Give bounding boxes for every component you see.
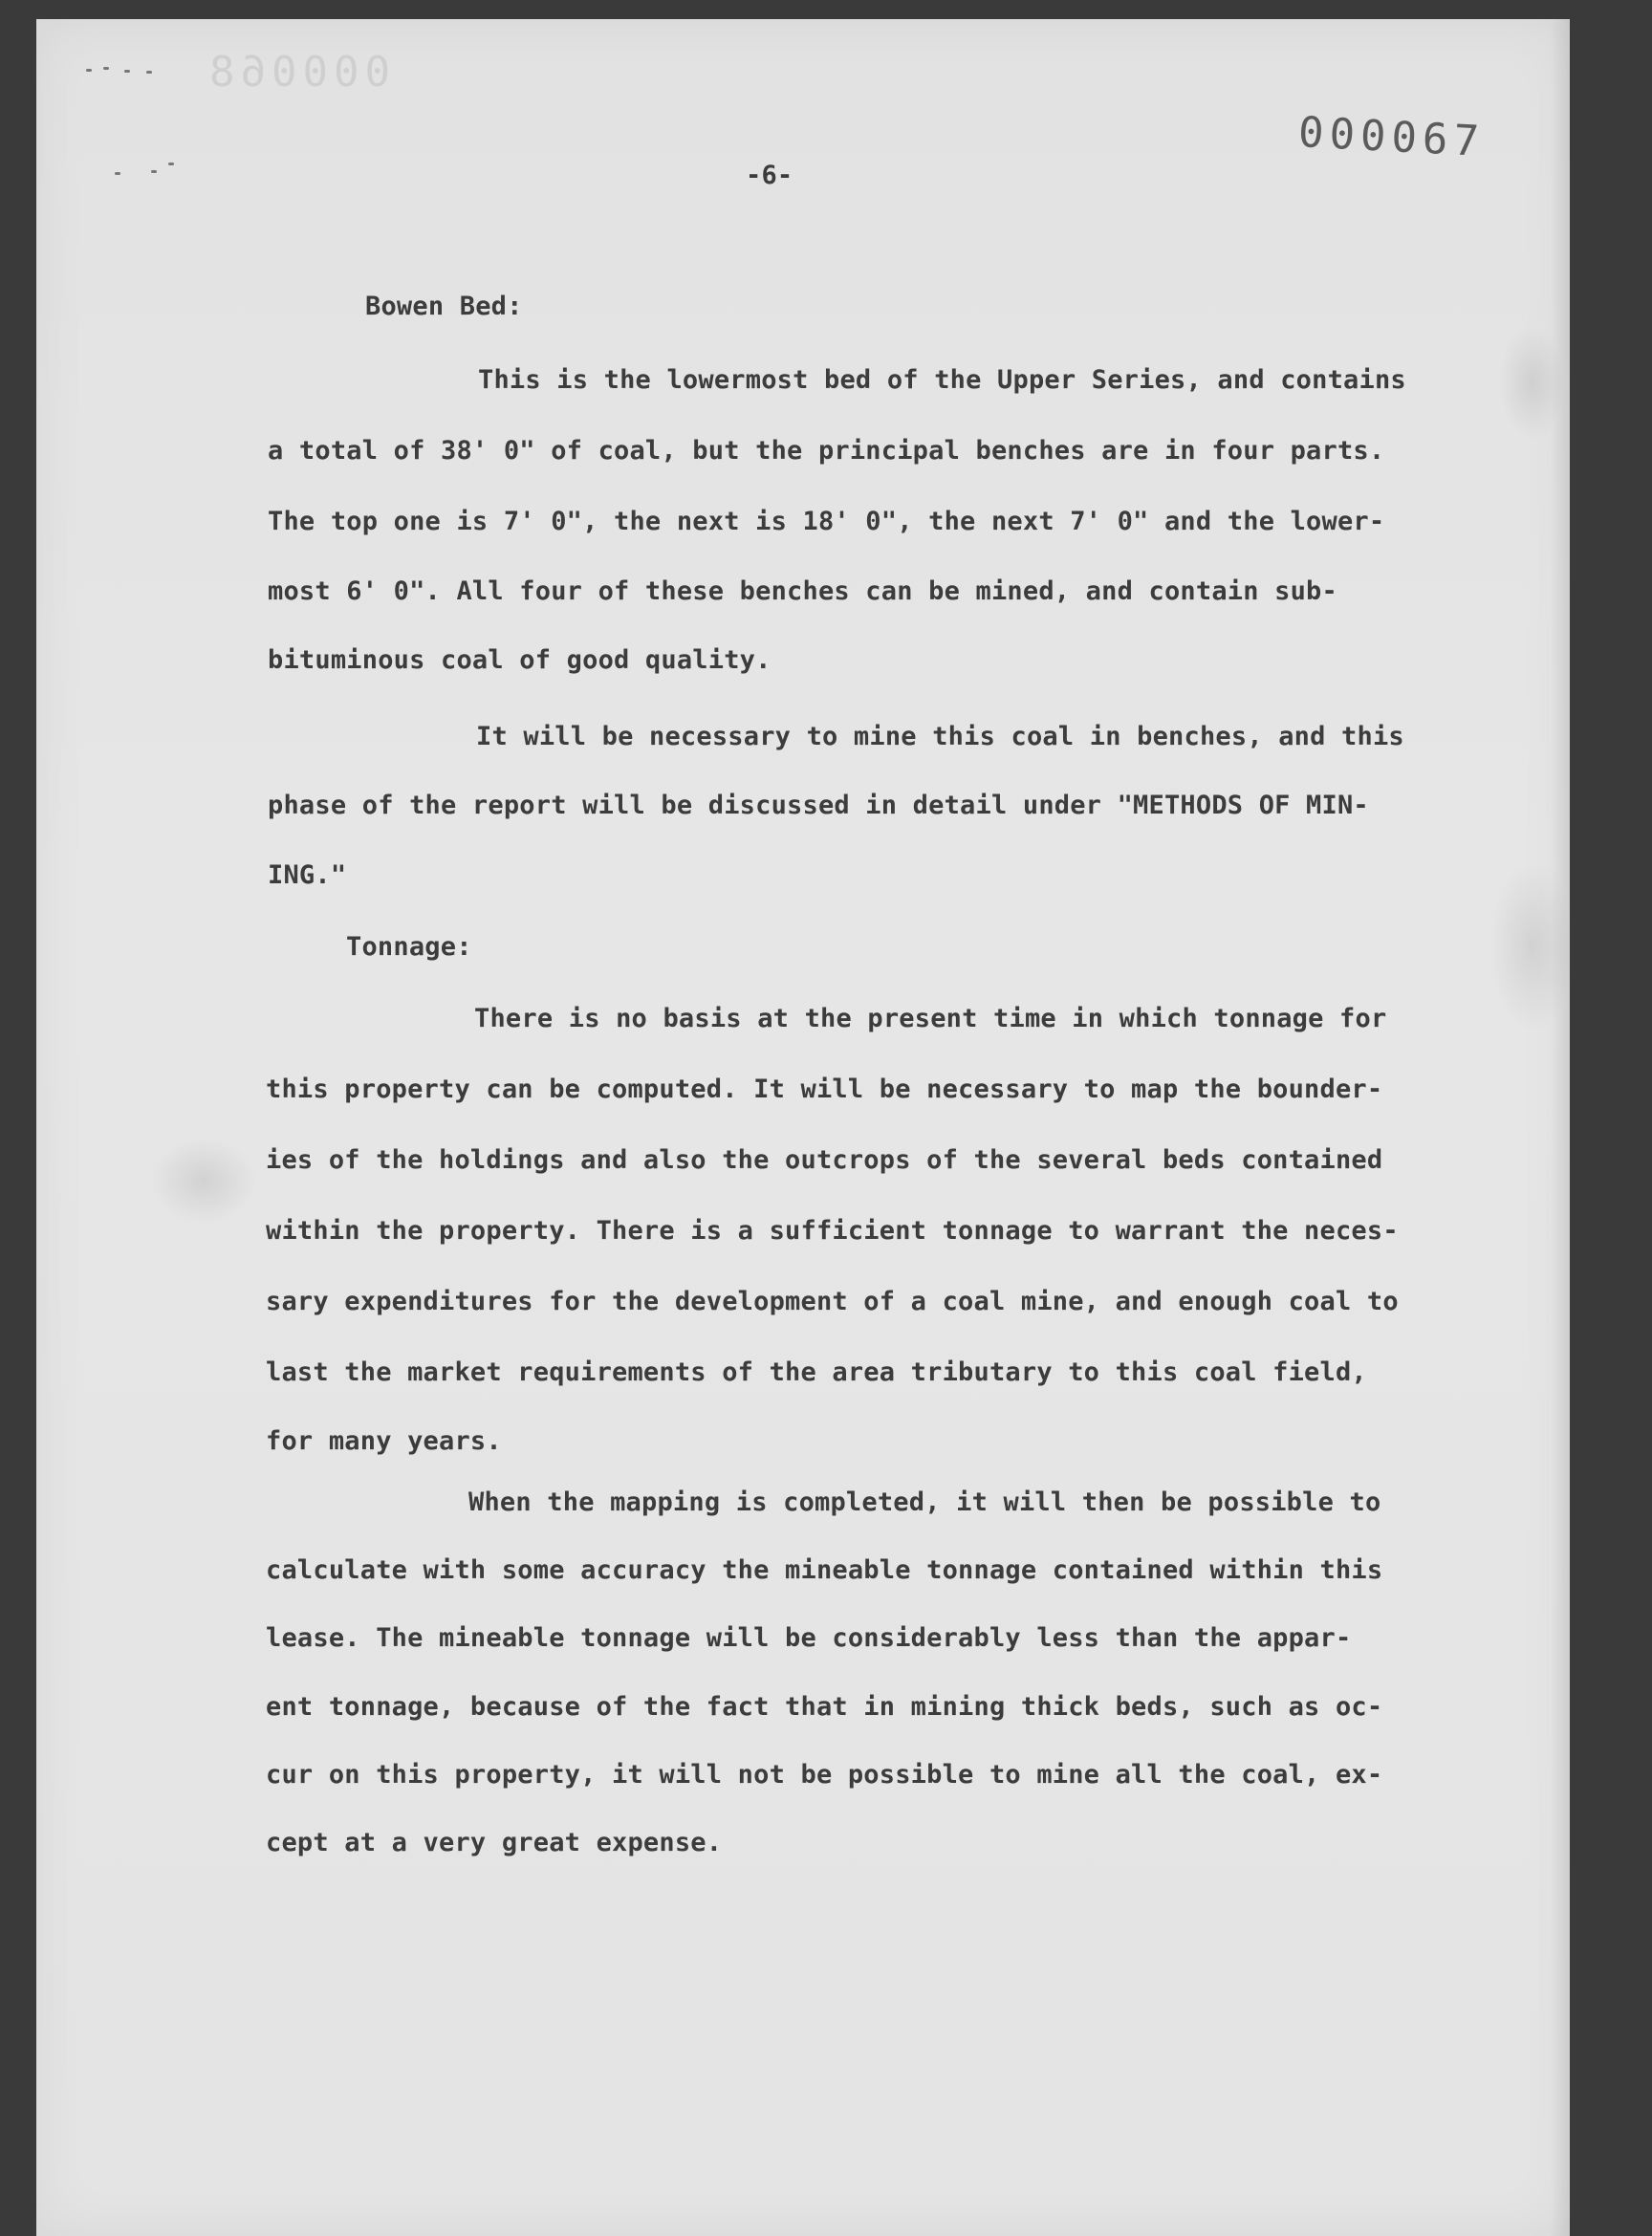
body-line: This is the lowermost bed of the Upper Series, and contains <box>478 365 1406 395</box>
document-page <box>36 19 1570 2236</box>
body-line: ING." <box>268 860 347 890</box>
body-line: ent tonnage, because of the fact that in mining thick beds, such as oc- <box>266 1692 1383 1722</box>
body-line: bituminous coal of good quality. <box>268 645 772 675</box>
body-line: ies of the holdings and also the outcrops of the several beds contained <box>266 1145 1383 1175</box>
heading-bowen-bed: Bowen Bed: <box>365 292 523 321</box>
ink-mark <box>146 71 152 74</box>
body-line: phase of the report will be discussed in detail under "METHODS OF MIN- <box>268 791 1369 820</box>
body-line: a total of 38' 0" of coal, but the principal benches are in four parts. <box>268 436 1385 466</box>
body-line: There is no basis at the present time in which tonnage for <box>474 1004 1387 1033</box>
ink-mark <box>151 170 157 173</box>
body-line: for many years. <box>266 1426 502 1456</box>
body-line: within the property. There is a sufficient tonnage to warrant the neces- <box>266 1216 1399 1246</box>
page-number: -6- <box>746 161 793 190</box>
smudge-top-right <box>1499 325 1566 440</box>
body-line: sary expenditures for the development of a coal mine, and enough coal to <box>266 1287 1399 1316</box>
ink-mark <box>86 69 92 72</box>
body-line: last the market requirements of the area tributary to this coal field, <box>266 1357 1367 1387</box>
body-line: When the mapping is completed, it will then be possible to <box>468 1487 1381 1517</box>
body-line: It will be necessary to mine this coal in benches, and this <box>476 722 1404 751</box>
ink-mark <box>103 67 109 70</box>
body-line: calculate with some accuracy the mineable tonnage contained within this <box>266 1555 1383 1585</box>
body-line: cept at a very great expense. <box>266 1828 723 1857</box>
smudge-left <box>151 1138 256 1224</box>
ghost-stamp-number: 000068 <box>204 48 390 97</box>
stamp-number: 000067 <box>1296 107 1487 167</box>
ink-mark <box>124 70 130 73</box>
ink-mark <box>168 163 174 165</box>
smudge-right <box>1489 860 1576 1032</box>
body-line: The top one is 7' 0", the next is 18' 0", the next 7' 0" and the lower- <box>268 507 1385 536</box>
body-line: most 6' 0". All four of these benches can be mined, and contain sub- <box>268 576 1337 606</box>
body-line: cur on this property, it will not be possible to mine all the coal, ex- <box>266 1760 1383 1790</box>
ink-mark <box>115 172 120 175</box>
body-line: this property can be computed. It will be necessary to map the bounder- <box>266 1075 1383 1104</box>
body-line: lease. The mineable tonnage will be considerably less than the appar- <box>266 1623 1352 1653</box>
heading-tonnage: Tonnage: <box>346 932 472 962</box>
